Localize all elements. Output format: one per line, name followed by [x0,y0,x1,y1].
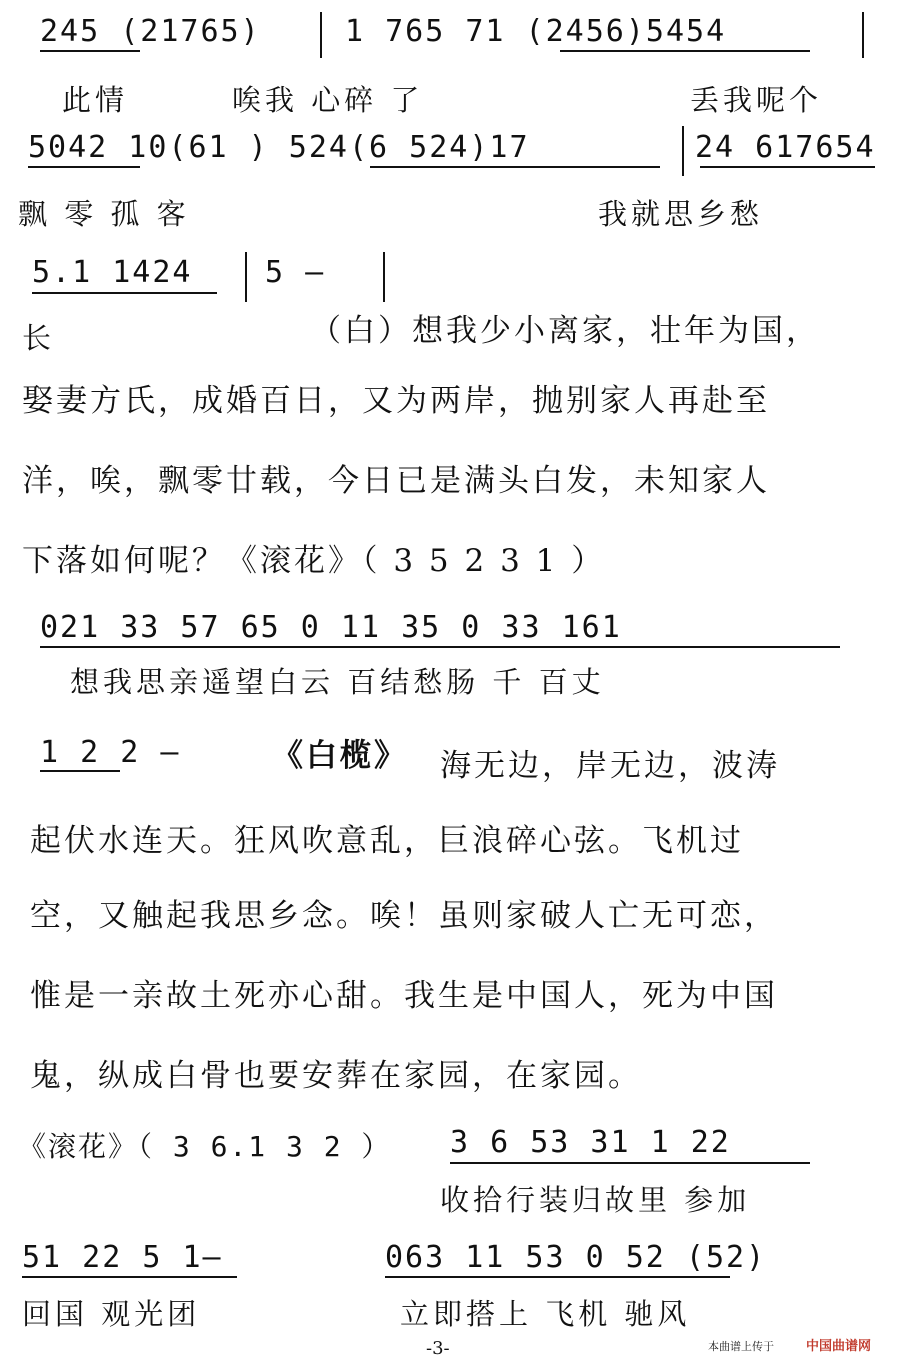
barline [245,252,247,302]
page-number: -3- [426,1338,450,1359]
notation-row-6a: 《滚花》（ 3 6.1 3 2 ） [18,1130,392,1163]
beam-line [700,166,875,168]
spoken-line-2: 洋，唉，飘零廿载，今日已是满头白发，未知家人 [22,463,770,499]
notation-row-3b: 5 — [265,255,326,290]
beam-line [28,166,140,168]
lyric-row-6: 收拾行装归故里 参加 [440,1183,751,1217]
section-title-bailan: 《白榄》 [272,738,408,774]
notation-row-7b: 063 11 53 0 52 (52) [385,1240,767,1275]
notation-row-1a: 245 (21765) [40,14,261,49]
lyric-row-4: 想我思亲遥望白云 百结愁肠 千 百丈 [70,665,605,699]
barline [862,12,864,58]
notation-row-2b: 24 617654 [695,130,876,165]
notation-row-2a: 5042 10(61 ) 524(6 524)17 [28,130,530,165]
verse-line-2: 空，又触起我思乡念。唉！虽则家破人亡无可恋， [30,898,778,934]
notation-row-1b: 1 765 71 (2456)5454 [345,14,727,49]
verse-intro: 海无边，岸无边，波涛 [440,748,780,784]
beam-line [32,292,217,294]
lyric-row-1b: 唉我 心碎 了 [232,83,424,117]
lyric-row-2b: 我就思乡愁 [598,197,764,231]
notation-row-4: 021 33 57 65 0 11 35 0 33 161 [40,610,622,645]
barline [320,12,322,58]
notation-row-3a: 5.1 1424 [32,255,193,290]
beam-line [370,166,660,168]
beam-line [22,1276,237,1278]
upload-note: 本曲谱上传于 [708,1340,774,1353]
verse-line-3: 惟是一亲故土死亦心甜。我生是中国人，死为中国 [30,978,778,1014]
beam-line [385,1276,730,1278]
beam-line [450,1162,810,1164]
lyric-row-1c: 丢我呢个 [690,83,823,117]
notation-row-6b: 3 6 53 31 1 22 [450,1125,731,1160]
spoken-line-1: 娶妻方氏，成婚百日，又为两岸，抛别家人再赴至 [22,383,770,419]
site-logo[interactable]: 中国曲谱网 [806,1339,872,1354]
notation-row-5: 1 2 2 — [40,735,181,770]
lyric-row-3: 长 [22,321,56,355]
barline [383,252,385,302]
spoken-line-3: 下落如何呢？《滚花》（ 3 5 2 3 1 ） [22,543,606,579]
verse-line-1: 起伏水连天。狂风吹意乱，巨浪碎心弦。飞机过 [30,823,744,859]
lyric-row-1a: 此情 [62,83,129,117]
beam-line [40,646,840,648]
verse-line-4: 鬼，纵成白骨也要安葬在家园，在家园。 [30,1058,642,1094]
spoken-intro: （白）想我少小离家，壮年为国， [310,313,820,349]
barline [682,126,684,176]
lyric-row-7a: 回国 观光团 [22,1297,201,1331]
notation-row-7a: 51 22 5 1— [22,1240,223,1275]
beam-line [40,770,120,772]
beam-line [40,50,140,52]
beam-line [560,50,810,52]
lyric-row-7b: 立即搭上 飞机 驰风 [400,1297,691,1331]
lyric-row-2a: 飘 零 孤 客 [18,197,190,231]
